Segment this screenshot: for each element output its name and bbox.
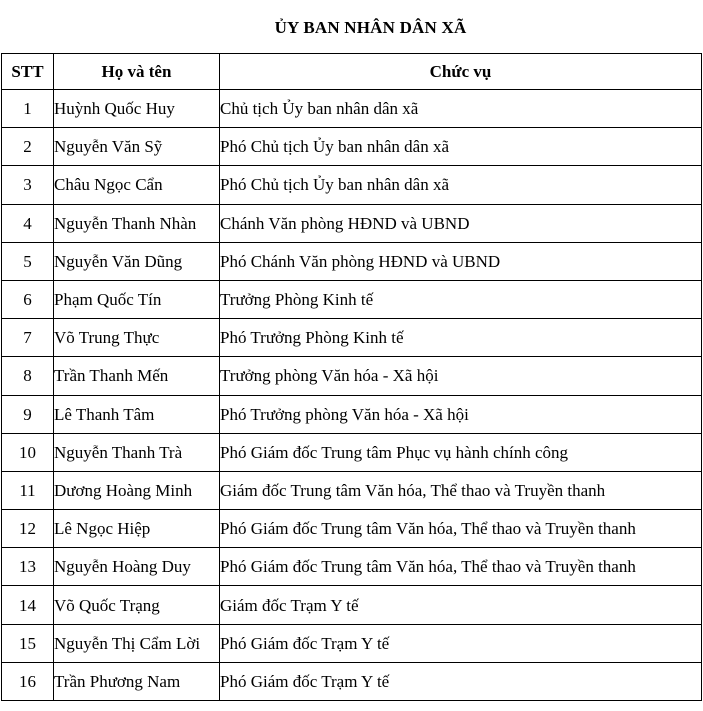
cell-role: Phó Giám đốc Trung tâm Văn hóa, Thể thao và Truyền thanh [220,510,702,548]
document-title: ỦY BAN NHÂN DÂN XÃ [274,18,467,37]
table-row [2,280,702,318]
cell-role: Giám đốc Trạm Y tế [220,586,702,624]
table-row [2,586,702,624]
cell-stt: 2 [2,128,54,166]
table-header-row [2,54,702,90]
cell-stt: 14 [2,586,54,624]
cell-role: Phó Trưởng phòng Văn hóa - Xã hội [220,395,702,433]
cell-name: Phạm Quốc Tín [54,280,220,318]
cell-stt: 16 [2,662,54,700]
table-row [2,433,702,471]
cell-role: Giám đốc Trung tâm Văn hóa, Thể thao và Truyền thanh [220,471,702,509]
table-row [2,548,702,586]
cell-role: Trưởng Phòng Kinh tế [220,280,702,318]
cell-name: Nguyễn Văn Dũng [54,242,220,280]
table-row [2,395,702,433]
cell-name: Nguyễn Thanh Nhàn [54,204,220,242]
table-row [2,510,702,548]
cell-role: Phó Chánh Văn phòng HĐND và UBND [220,242,702,280]
table-row [2,90,702,128]
cell-stt: 15 [2,624,54,662]
cell-stt: 12 [2,510,54,548]
cell-name: Châu Ngọc Cẩn [54,166,220,204]
cell-role: Trưởng phòng Văn hóa - Xã hội [220,357,702,395]
cell-stt: 1 [2,90,54,128]
cell-name: Lê Thanh Tâm [54,395,220,433]
cell-role: Chủ tịch Ủy ban nhân dân xã [220,90,702,128]
cell-name: Huỳnh Quốc Huy [54,90,220,128]
cell-name: Nguyễn Thị Cẩm Lời [54,624,220,662]
cell-role: Phó Trưởng Phòng Kinh tế [220,319,702,357]
cell-stt: 11 [2,471,54,509]
header-role: Chức vụ [220,54,702,90]
cell-name: Võ Trung Thực [54,319,220,357]
cell-name: Trần Thanh Mến [54,357,220,395]
cell-stt: 3 [2,166,54,204]
cell-stt: 6 [2,280,54,318]
cell-role: Phó Giám đốc Trạm Y tế [220,662,702,700]
table-row [2,624,702,662]
table-row [2,662,702,700]
officials-table [1,53,702,701]
cell-role: Chánh Văn phòng HĐND và UBND [220,204,702,242]
cell-role: Phó Giám đốc Trung tâm Phục vụ hành chính công [220,433,702,471]
table-row [2,204,702,242]
cell-stt: 7 [2,319,54,357]
table-row [2,471,702,509]
cell-stt: 9 [2,395,54,433]
header-stt: STT [2,54,54,90]
cell-role: Phó Giám đốc Trung tâm Văn hóa, Thể thao và Truyền thanh [220,548,702,586]
table-row [2,242,702,280]
cell-role: Phó Giám đốc Trạm Y tế [220,624,702,662]
cell-name: Nguyễn Thanh Trà [54,433,220,471]
cell-name: Lê Ngọc Hiệp [54,510,220,548]
cell-stt: 5 [2,242,54,280]
table-row [2,319,702,357]
header-name: Họ và tên [54,54,220,90]
cell-stt: 8 [2,357,54,395]
cell-name: Nguyễn Văn Sỹ [54,128,220,166]
table-row [2,357,702,395]
cell-role: Phó Chủ tịch Ủy ban nhân dân xã [220,166,702,204]
cell-name: Võ Quốc Trạng [54,586,220,624]
cell-name: Dương Hoàng Minh [54,471,220,509]
cell-name: Trần Phương Nam [54,662,220,700]
cell-role: Phó Chủ tịch Ủy ban nhân dân xã [220,128,702,166]
cell-stt: 10 [2,433,54,471]
cell-stt: 4 [2,204,54,242]
cell-stt: 13 [2,548,54,586]
table-row [2,166,702,204]
cell-name: Nguyễn Hoàng Duy [54,548,220,586]
table-row [2,128,702,166]
